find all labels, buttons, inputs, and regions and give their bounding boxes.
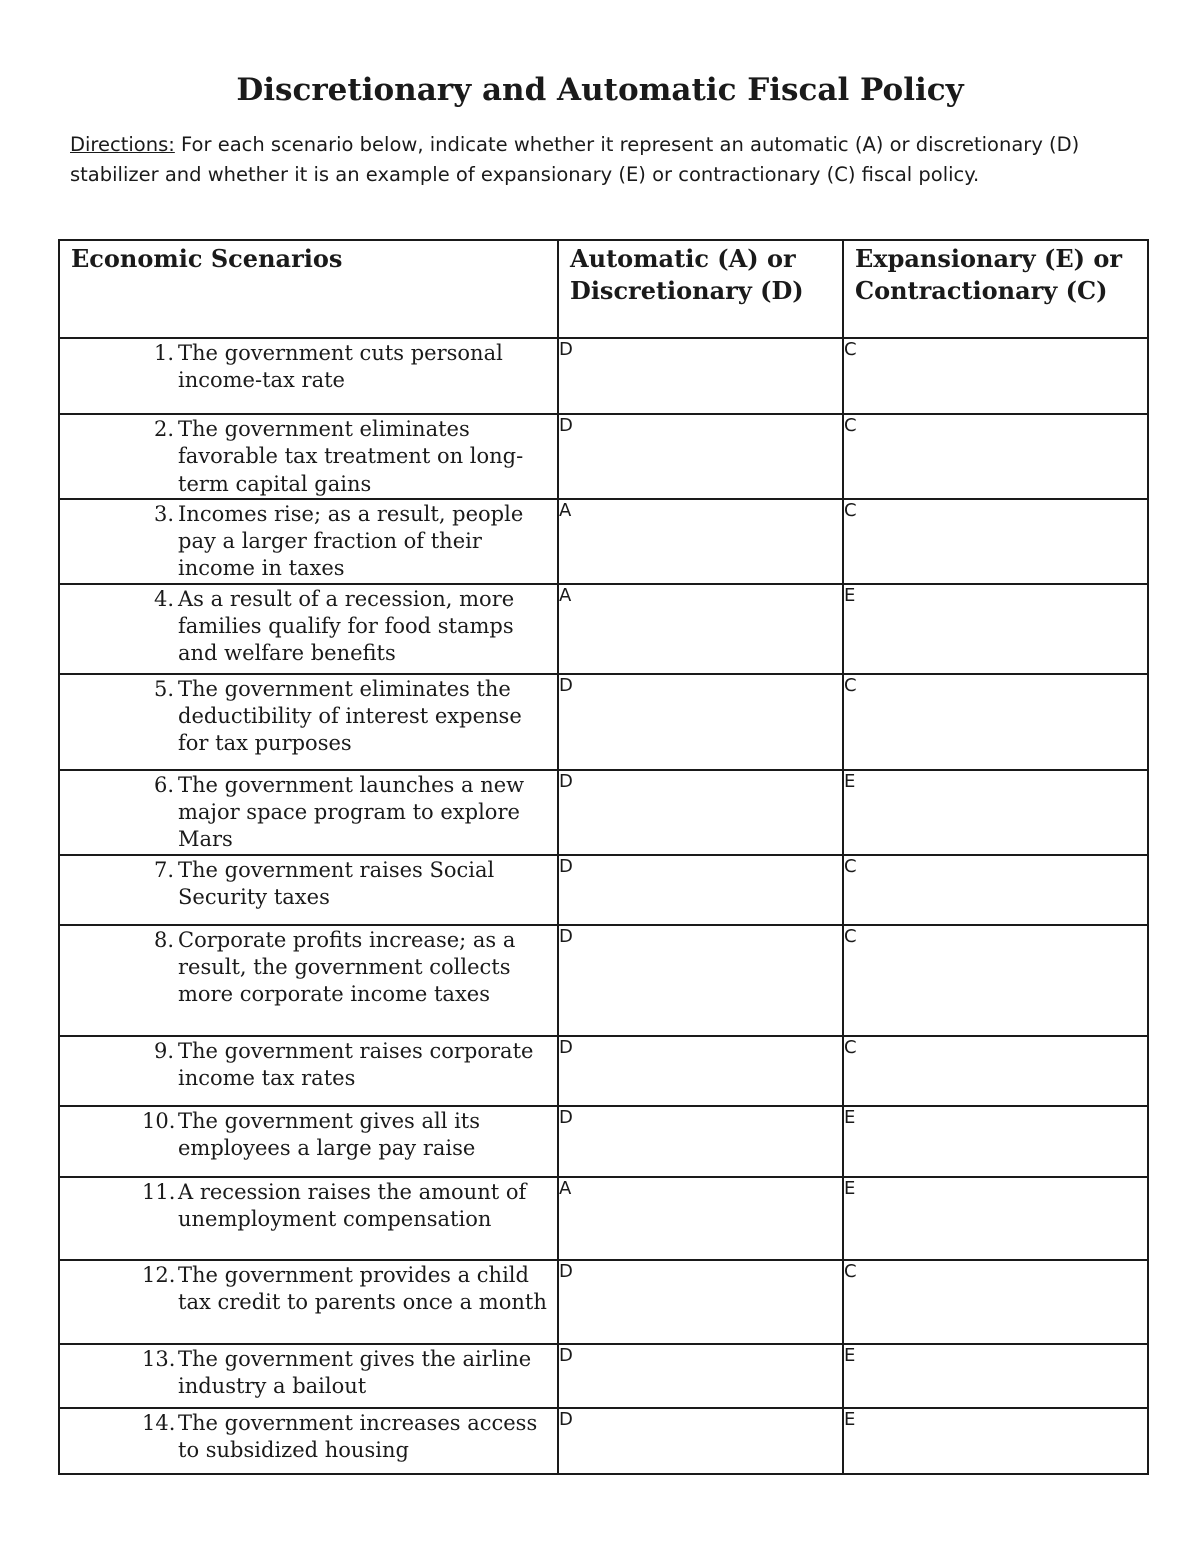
scenario-number: 12. bbox=[142, 1262, 176, 1287]
scenario-number: 7. bbox=[153, 857, 174, 882]
scenario-text: The government eliminates favorable tax treatment on long-term capital gains bbox=[178, 417, 524, 496]
table-row bbox=[59, 1344, 1148, 1408]
scenario-cell bbox=[59, 499, 558, 584]
type-answer: D bbox=[558, 1106, 843, 1177]
scenario-cell bbox=[59, 1408, 558, 1474]
scenario-text: The government gives all its employees a large pay raise bbox=[178, 1108, 481, 1160]
scenario-number: 13. bbox=[142, 1346, 176, 1371]
header-economic-scenarios: Economic Scenarios bbox=[59, 240, 558, 338]
scenario-text: The government gives the airline industry a bailout bbox=[178, 1346, 532, 1398]
type-answer: D bbox=[558, 855, 843, 925]
direction-answer: C bbox=[843, 855, 1148, 925]
type-answer: D bbox=[558, 1036, 843, 1106]
scenario-number: 3. bbox=[153, 501, 174, 526]
direction-answer: C bbox=[843, 1260, 1148, 1344]
type-answer: D bbox=[558, 674, 843, 770]
table-row bbox=[59, 584, 1148, 674]
direction-answer: E bbox=[843, 1177, 1148, 1260]
type-answer: D bbox=[558, 1344, 843, 1408]
type-answer: A bbox=[558, 499, 843, 584]
type-answer: D bbox=[558, 414, 843, 499]
scenario-table bbox=[58, 239, 1149, 1475]
page-title: Discretionary and Automatic Fiscal Policy bbox=[236, 72, 964, 108]
table-row bbox=[59, 1177, 1148, 1260]
scenario-number: 8. bbox=[153, 927, 174, 952]
table-row bbox=[59, 1260, 1148, 1344]
scenario-number: 9. bbox=[153, 1038, 174, 1063]
directions-text: For each scenario below, indicate whether it represent an automatic (A) or discretionary (D) stabilizer and whether it is an example of expansionary (E) or contractionary (C) fiscal policy. bbox=[70, 133, 1080, 186]
direction-answer: C bbox=[843, 338, 1148, 414]
directions bbox=[70, 130, 1140, 189]
table-row bbox=[59, 674, 1148, 770]
scenario-number: 11. bbox=[142, 1179, 176, 1204]
scenario-cell bbox=[59, 1106, 558, 1177]
table-row bbox=[59, 1036, 1148, 1106]
scenario-cell bbox=[59, 855, 558, 925]
type-answer: D bbox=[558, 1408, 843, 1474]
table-row bbox=[59, 414, 1148, 499]
type-answer: D bbox=[558, 1260, 843, 1344]
direction-answer: E bbox=[843, 1344, 1148, 1408]
header-expansionary-contractionary: Expansionary (E) or Contractionary (C) bbox=[843, 240, 1148, 338]
table-row bbox=[59, 1408, 1148, 1474]
direction-answer: E bbox=[843, 770, 1148, 855]
scenario-cell bbox=[59, 338, 558, 414]
direction-answer: E bbox=[843, 584, 1148, 674]
scenario-number: 4. bbox=[153, 586, 174, 611]
direction-answer: C bbox=[843, 414, 1148, 499]
scenario-number: 14. bbox=[142, 1410, 176, 1435]
scenario-cell bbox=[59, 414, 558, 499]
scenario-number: 5. bbox=[153, 676, 174, 701]
type-answer: A bbox=[558, 584, 843, 674]
direction-answer: E bbox=[843, 1106, 1148, 1177]
scenario-text: As a result of a recession, more families qualify for food stamps and welfare benefits bbox=[178, 586, 515, 666]
direction-answer: C bbox=[843, 1036, 1148, 1106]
table-header-row bbox=[59, 240, 1148, 338]
scenario-text: The government launches a new major space program to explore Mars bbox=[178, 772, 525, 852]
scenario-number: 1. bbox=[153, 341, 174, 365]
header-automatic-discretionary: Automatic (A) or Discretionary (D) bbox=[558, 240, 843, 338]
scenario-cell bbox=[59, 1260, 558, 1344]
scenario-cell bbox=[59, 584, 558, 674]
table-row bbox=[59, 925, 1148, 1036]
type-answer: D bbox=[558, 925, 843, 1036]
scenario-cell bbox=[59, 1177, 558, 1260]
table-row bbox=[59, 499, 1148, 584]
scenario-cell bbox=[59, 770, 558, 855]
scenario-cell bbox=[59, 1036, 558, 1106]
direction-answer: C bbox=[843, 925, 1148, 1036]
direction-answer: C bbox=[843, 674, 1148, 770]
scenario-cell bbox=[59, 925, 558, 1036]
table-row bbox=[59, 855, 1148, 925]
scenario-text: The government provides a child tax credit to parents once a month bbox=[178, 1262, 547, 1314]
direction-answer: E bbox=[843, 1408, 1148, 1474]
type-answer: D bbox=[558, 770, 843, 855]
type-answer: A bbox=[558, 1177, 843, 1260]
direction-answer: C bbox=[843, 499, 1148, 584]
scenario-text: The government raises corporate income tax rates bbox=[178, 1038, 534, 1090]
scenario-cell bbox=[59, 1344, 558, 1408]
scenario-number: 10. bbox=[142, 1108, 176, 1133]
scenario-text: Corporate profits increase; as a result, the government collects more corporate income taxes bbox=[178, 927, 516, 1007]
scenario-text: Incomes rise; as a result, people pay a larger fraction of their income in taxes bbox=[178, 501, 524, 581]
scenario-number: 6. bbox=[153, 772, 174, 797]
table-row bbox=[59, 770, 1148, 855]
directions-label: Directions: bbox=[70, 133, 175, 156]
type-answer: D bbox=[558, 338, 843, 414]
scenario-number: 2. bbox=[153, 417, 174, 441]
table-row bbox=[59, 338, 1148, 414]
scenario-text: The government increases access to subsidized housing bbox=[178, 1410, 538, 1462]
scenario-text: The government raises Social Security taxes bbox=[178, 857, 495, 909]
scenario-text: The government cuts personal income-tax rate bbox=[178, 341, 503, 393]
table-row bbox=[59, 1106, 1148, 1177]
scenario-cell bbox=[59, 674, 558, 770]
scenario-text: The government eliminates the deductibility of interest expense for tax purposes bbox=[178, 676, 522, 756]
scenario-text: A recession raises the amount of unemployment compensation bbox=[178, 1179, 527, 1231]
